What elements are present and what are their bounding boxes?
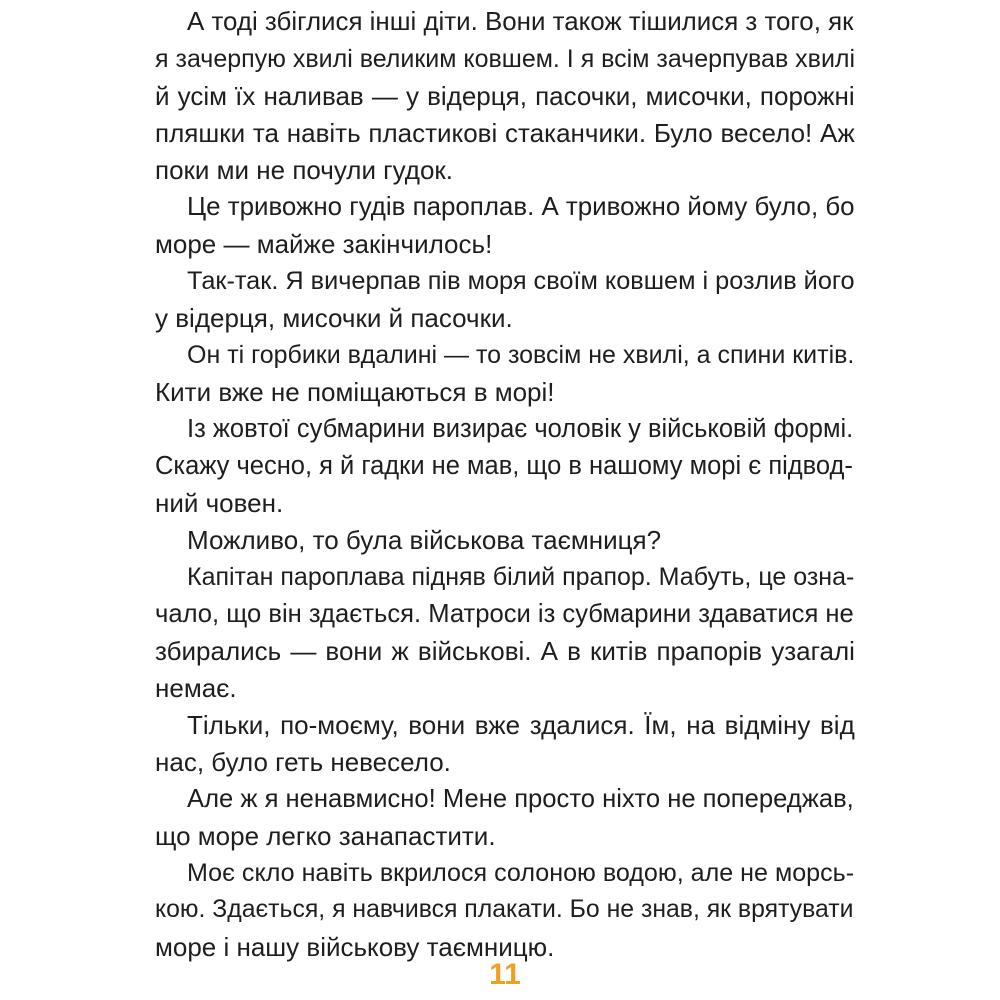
- text-line: А тоді збіглися інші діти. Вони також тішилися з того, як: [187, 8, 854, 36]
- text-line: море і нашу військову таємницю.: [155, 932, 555, 962]
- text-line: пляшки та навіть пластикові стаканчики. Було весело! Аж: [155, 118, 855, 148]
- text-line: Це тривожно гудів пароплав. А тривожно йому було, бо: [187, 193, 855, 221]
- text-line: Он ті горбики вдалині — то зовсім не хвилі, а спини китів.: [187, 341, 855, 369]
- page-number: 11: [489, 958, 521, 991]
- text-line: Із жовтої субмарини визирає чоловік у військовій формі.: [187, 415, 854, 443]
- text-line: збирались — вони ж військові. А в китів прапорів узагалі: [155, 636, 855, 666]
- text-line: у відерця, мисочки й пасочки.: [155, 303, 513, 333]
- text-line: море — майже закінчилось!: [155, 229, 493, 259]
- text-line: Можливо, то була військова таємниця?: [187, 525, 662, 555]
- text-line: кою. Здається, я навчився плакати. Бо не знав, як врятувати: [155, 896, 854, 923]
- book-page: [155, 0, 855, 1000]
- text-line: й усім їх наливав — у відерця, пасочки, мисочки, порожні: [155, 81, 855, 111]
- text-line: Але ж я ненавмисно! Мене просто ніхто не попереджав,: [187, 785, 854, 813]
- text-line: я зачерпую хвилі великим ковшем. І я всім зачерпував хвилі: [155, 45, 856, 73]
- text-line: Скажу чесно, я й гадки не мав, що в нашому морі є підвод-: [155, 452, 853, 480]
- text-line: чало, що він здається. Матроси із субмарини здаватися не: [155, 600, 854, 628]
- text-line: Кити вже не поміщаються в морі!: [155, 377, 555, 407]
- text-line: поки ми не почули гудок.: [155, 155, 454, 185]
- text-line: Тільки, по-моєму, вони вже здалися. Їм, на відміну від: [187, 710, 855, 740]
- text-line: Капітан пароплава підняв білий прапор. Мабуть, це озна-: [187, 563, 855, 591]
- text-line: Моє скло навіть вкрилося солоною водою, але не морсь-: [187, 859, 855, 887]
- text-line: Так-так. Я вичерпав пів моря своїм ковшем і розлив його: [187, 267, 855, 295]
- text-line: нас, було геть невесело.: [155, 747, 451, 777]
- text-line: що море легко занапастити.: [155, 821, 496, 851]
- text-line: ний човен.: [155, 488, 284, 518]
- text-line: немає.: [155, 673, 237, 703]
